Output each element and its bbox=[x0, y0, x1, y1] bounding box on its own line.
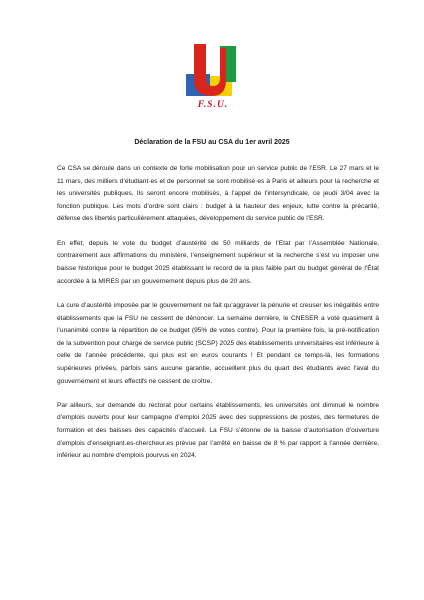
paragraph: Ce CSA se déroule dans un contexte de forte mobilisation pour un service public de l’ESR. Le 27 mars et le 11 mars, des milliers d’étudiant·es et de personnel se sont mobilisé·es à Paris et ailleurs pour la recherche et les universités publiques. Ils seront encore mobilisés, à l’appel de l’intersyndicale, ce jeudi 3/04 avec la fonction publique. Les mots d’ordre sont clairs : budget à la hauteur des enjeux, lutte contre la précarité, défense des libertés particulièrement attaquées, développement du service public de l’ESR. bbox=[57, 165, 379, 223]
declaration-title: Déclaration de la FSU au CSA du 1er avril 2025 bbox=[134, 139, 290, 146]
document-body bbox=[57, 163, 379, 475]
logo-red-u-shape bbox=[194, 44, 226, 96]
paragraph: La cure d’austérité imposée par le gouvernement ne fait qu’aggraver la pénurie et creuser les inégalités entre établissements que la FSU ne cessent de dénoncer. La semaine dernière, le CNESER a voté quasiment à l’unanimité contre la répartition de ce budget (95% de votes contre). Pour la première fois, la pré-notification de la subvention pour charge de service public (SCSP) 2025 des établissements universitaires est inférieure à celle de l’année précédente, qui plus est en euros courants ! Et pendant ce temps-là, les formations supérieures privées, parfois sans aucune garantie, accueillent plus du quart des étudiants avec l’aval du gouvernement et leurs effectifs ne cessent de croître. bbox=[57, 301, 379, 385]
paragraph: Par ailleurs, sur demande du rectorat pour certains établissements, les universités ont diminué le nombre d’emplois ouverts pour leur campagne d’emploi 2025 avec des suppressions de postes, des fermetures de formation et des baisses des capacités d’accueil. La FSU s’étonne de la baisse d’autorisation d’ouverture d’emplois d’enseignant.es-chercheur.es prévue par l’arrêté en baisse de 8 % par rapport à l’année dernière, inférieur au nombre d’emplois pourvus en 2024. bbox=[57, 401, 379, 460]
fsu-logo-text: F.S.U. bbox=[197, 100, 229, 110]
paragraph: En effet, depuis le vote du budget d’austérité de 50 milliards de l’Etat par l’Assemblée Nationale, contrairement aux affirmations du ministère, l’enseignement supérieur et la recherche s’est vu imposer une baisse historique pour le budget 2025 établissant le record de la plus faible part du budget général de l’État accordée à la MIRES par un gouvernement depuis plus de 20 ans. bbox=[57, 239, 379, 285]
